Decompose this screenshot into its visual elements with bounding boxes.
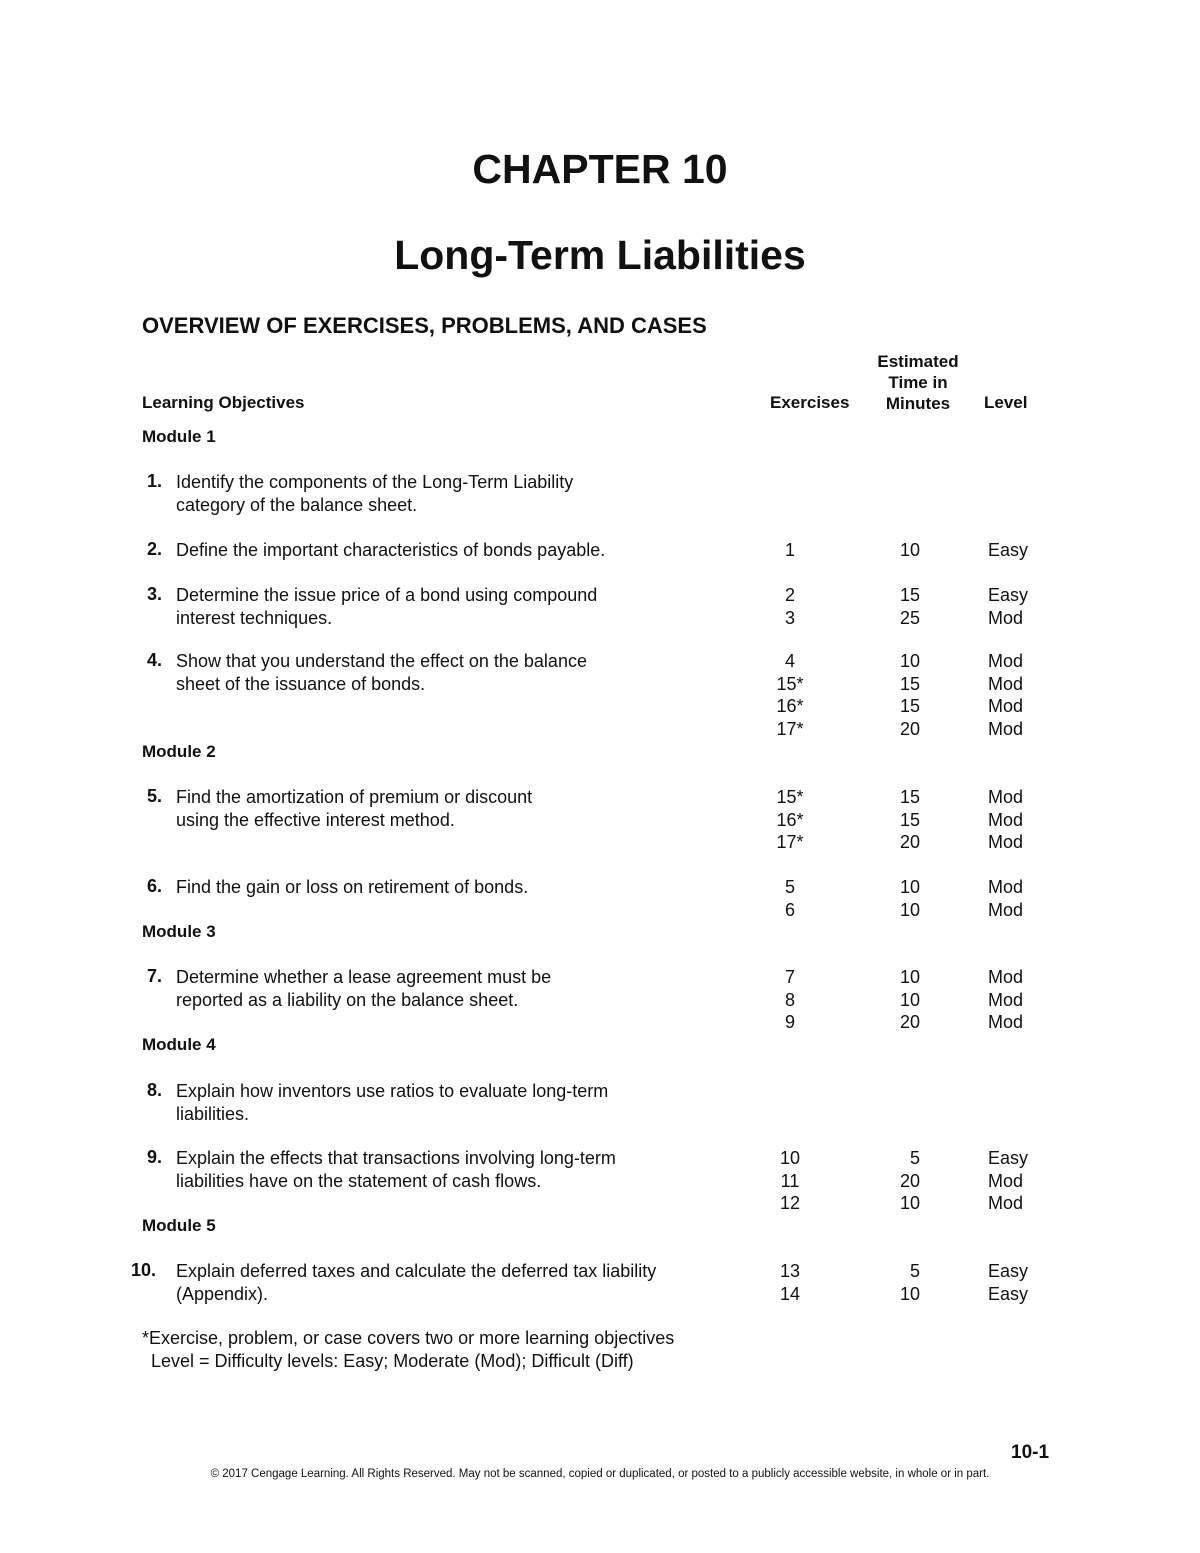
- difficulty-level-column: [988, 786, 1058, 854]
- exercise-number: 11: [780, 1170, 800, 1191]
- difficulty-level: Mod: [988, 673, 1024, 694]
- estimated-minutes: 15: [899, 696, 920, 717]
- exercise-number: 7: [784, 967, 795, 987]
- header-level: Level: [984, 393, 1028, 412]
- estimated-minutes-column: [880, 876, 920, 921]
- exercise-number: 2: [784, 585, 795, 605]
- module-heading: Module 5: [142, 1216, 216, 1235]
- estimated-minutes: 10: [899, 651, 920, 671]
- difficulty-level-column: [988, 539, 1058, 562]
- difficulty-level: Mod: [988, 809, 1024, 830]
- objective-number: 6.: [146, 876, 162, 896]
- header-learning-objectives: Learning Objectives: [142, 393, 305, 412]
- copyright-notice: © 2017 Cengage Learning. All Rights Reserved. May not be scanned, copied or duplicated, or posted to a publicly accessible website, in whole or in part.: [210, 1468, 990, 1480]
- objective-text-line: Define the important characteristics of bonds payable.: [176, 540, 606, 560]
- exercise-number: 15*: [776, 787, 804, 807]
- difficulty-level: Mod: [988, 719, 1024, 740]
- difficulty-level: Mod: [988, 651, 1024, 671]
- objective-number: 7.: [146, 966, 162, 986]
- exercise-number-column: [760, 539, 820, 562]
- exercise-number: 17*: [776, 832, 804, 853]
- estimated-minutes: 20: [899, 1170, 920, 1191]
- exercise-number: 1: [784, 540, 795, 560]
- objective-text-line: Explain how inventors use ratios to evaluate long-term: [176, 1081, 609, 1101]
- objective-number: 5.: [146, 786, 162, 806]
- difficulty-level-column: [988, 1147, 1058, 1215]
- objective-number: 10.: [131, 1260, 157, 1280]
- estimated-minutes: 10: [899, 967, 920, 987]
- estimated-minutes: 5: [909, 1148, 920, 1168]
- objective-text: [176, 471, 573, 516]
- estimated-minutes-column: [880, 786, 920, 854]
- objective-text-line: (Appendix).: [176, 1283, 269, 1304]
- estimated-minutes-column: [880, 1147, 920, 1215]
- estimated-minutes: 10: [899, 1193, 920, 1214]
- page-number: 10-1: [1011, 1442, 1050, 1463]
- exercise-number-column: [760, 584, 820, 629]
- estimated-minutes: 10: [899, 989, 920, 1010]
- difficulty-level: Easy: [988, 585, 1029, 605]
- difficulty-level: Mod: [988, 967, 1024, 987]
- estimated-minutes-column: [880, 966, 920, 1034]
- objective-text-line: liabilities.: [176, 1103, 250, 1124]
- exercise-number: 17*: [776, 719, 804, 740]
- difficulty-level: Mod: [988, 832, 1024, 853]
- difficulty-level: Mod: [988, 1170, 1024, 1191]
- module-heading: Module 3: [142, 922, 216, 941]
- chapter-title: CHAPTER 10: [472, 146, 728, 192]
- objective-text-line: interest techniques.: [176, 607, 333, 628]
- header-estimated-time: [870, 351, 966, 414]
- footnote: Level = Difficulty levels: Easy; Moderate (Mod); Difficult (Diff): [151, 1351, 634, 1371]
- estimated-minutes: 10: [899, 877, 920, 897]
- estimated-minutes: 15: [899, 673, 920, 694]
- header-time-line: Time in: [888, 373, 948, 392]
- exercise-number-column: [760, 876, 820, 921]
- objective-text-line: Determine the issue price of a bond using compound: [176, 585, 598, 605]
- objective-text-line: Find the amortization of premium or discount: [176, 787, 533, 807]
- exercise-number: 15*: [776, 673, 804, 694]
- exercise-number-column: [760, 1147, 820, 1215]
- exercise-number: 3: [784, 607, 795, 628]
- objective-text-line: Identify the components of the Long-Term Liability: [176, 472, 574, 492]
- exercise-number: 12: [779, 1193, 801, 1214]
- estimated-minutes-column: [880, 650, 920, 741]
- chapter-subtitle: Long-Term Liabilities: [394, 232, 806, 278]
- difficulty-level-column: [988, 1260, 1058, 1305]
- objective-text-line: reported as a liability on the balance sheet.: [176, 989, 519, 1010]
- objective-text-line: using the effective interest method.: [176, 809, 455, 830]
- difficulty-level-column: [988, 876, 1058, 921]
- objective-number: 9.: [146, 1147, 162, 1167]
- exercise-number: 5: [784, 877, 795, 897]
- exercise-number: 16*: [776, 696, 804, 717]
- exercise-number-column: [760, 786, 820, 854]
- objective-text: [176, 966, 551, 1011]
- estimated-minutes-column: [880, 584, 920, 629]
- difficulty-level: Mod: [988, 877, 1024, 897]
- objective-text: [176, 1080, 608, 1125]
- section-title: OVERVIEW OF EXERCISES, PROBLEMS, AND CASES: [142, 313, 707, 338]
- exercise-number: 16*: [776, 809, 804, 830]
- exercise-number: 13: [779, 1261, 801, 1281]
- estimated-minutes: 10: [899, 540, 920, 560]
- estimated-minutes: 15: [899, 809, 920, 830]
- objective-text: [176, 1147, 616, 1192]
- difficulty-level: Mod: [988, 989, 1024, 1010]
- objective-number: 2.: [146, 539, 162, 559]
- estimated-minutes: 15: [899, 787, 920, 807]
- difficulty-level-column: [988, 584, 1058, 629]
- difficulty-level: Mod: [988, 607, 1024, 628]
- objective-text-line: Explain the effects that transactions involving long-term: [176, 1148, 616, 1168]
- difficulty-level: Mod: [988, 899, 1024, 920]
- module-heading: Module 2: [142, 742, 216, 761]
- exercise-number: 8: [784, 989, 795, 1010]
- exercise-number: 14: [779, 1283, 801, 1304]
- objective-text-line: Show that you understand the effect on the balance: [176, 651, 587, 671]
- difficulty-level-column: [988, 650, 1058, 741]
- estimated-minutes: 10: [899, 1283, 920, 1304]
- difficulty-level: Easy: [988, 1148, 1029, 1168]
- objective-number: 4.: [146, 650, 162, 670]
- difficulty-level: Mod: [988, 787, 1024, 807]
- exercise-number: 9: [784, 1012, 795, 1033]
- estimated-minutes: 20: [899, 1012, 920, 1033]
- difficulty-level: Mod: [988, 696, 1024, 717]
- difficulty-level-column: [988, 966, 1058, 1034]
- module-heading: Module 1: [142, 427, 216, 446]
- difficulty-level: Easy: [988, 540, 1029, 560]
- estimated-minutes: 10: [899, 899, 920, 920]
- objective-text-line: category of the balance sheet.: [176, 494, 418, 515]
- objective-text: [176, 584, 597, 629]
- header-exercises: Exercises: [770, 393, 850, 412]
- objective-number: 8.: [146, 1080, 162, 1100]
- difficulty-level: Easy: [988, 1261, 1029, 1281]
- estimated-minutes-column: [880, 1260, 920, 1305]
- exercise-number-column: [760, 1260, 820, 1305]
- exercise-number-column: [760, 966, 820, 1034]
- estimated-minutes: 15: [899, 585, 920, 605]
- objective-text: [176, 876, 528, 899]
- header-time-line: Estimated: [877, 352, 959, 371]
- difficulty-level: Mod: [988, 1193, 1024, 1214]
- exercise-number: 6: [784, 899, 795, 920]
- objective-text-line: Explain deferred taxes and calculate the deferred tax liability: [176, 1261, 657, 1281]
- objective-number: 3.: [146, 584, 162, 604]
- header-time-line: Minutes: [885, 394, 951, 413]
- exercise-number-column: [760, 650, 820, 741]
- objective-text-line: sheet of the issuance of bonds.: [176, 673, 426, 694]
- objective-number: 1.: [146, 471, 162, 491]
- objective-text-line: Determine whether a lease agreement must be: [176, 967, 552, 987]
- difficulty-level: Easy: [988, 1283, 1029, 1304]
- exercise-number: 4: [784, 651, 795, 671]
- estimated-minutes: 5: [909, 1261, 920, 1281]
- estimated-minutes: 20: [899, 832, 920, 853]
- module-heading: Module 4: [142, 1035, 216, 1054]
- objective-text: [176, 786, 532, 831]
- difficulty-level: Mod: [988, 1012, 1024, 1033]
- exercise-number: 10: [779, 1148, 801, 1168]
- footnote: *Exercise, problem, or case covers two or more learning objectives: [142, 1328, 675, 1348]
- objective-text: [176, 650, 587, 695]
- estimated-minutes: 25: [899, 607, 920, 628]
- objective-text-line: Find the gain or loss on retirement of bonds.: [176, 877, 529, 897]
- objective-text-line: liabilities have on the statement of cash flows.: [176, 1170, 542, 1191]
- objective-text: [176, 539, 605, 562]
- objective-text: [176, 1260, 656, 1305]
- estimated-minutes-column: [880, 539, 920, 562]
- estimated-minutes: 20: [899, 719, 920, 740]
